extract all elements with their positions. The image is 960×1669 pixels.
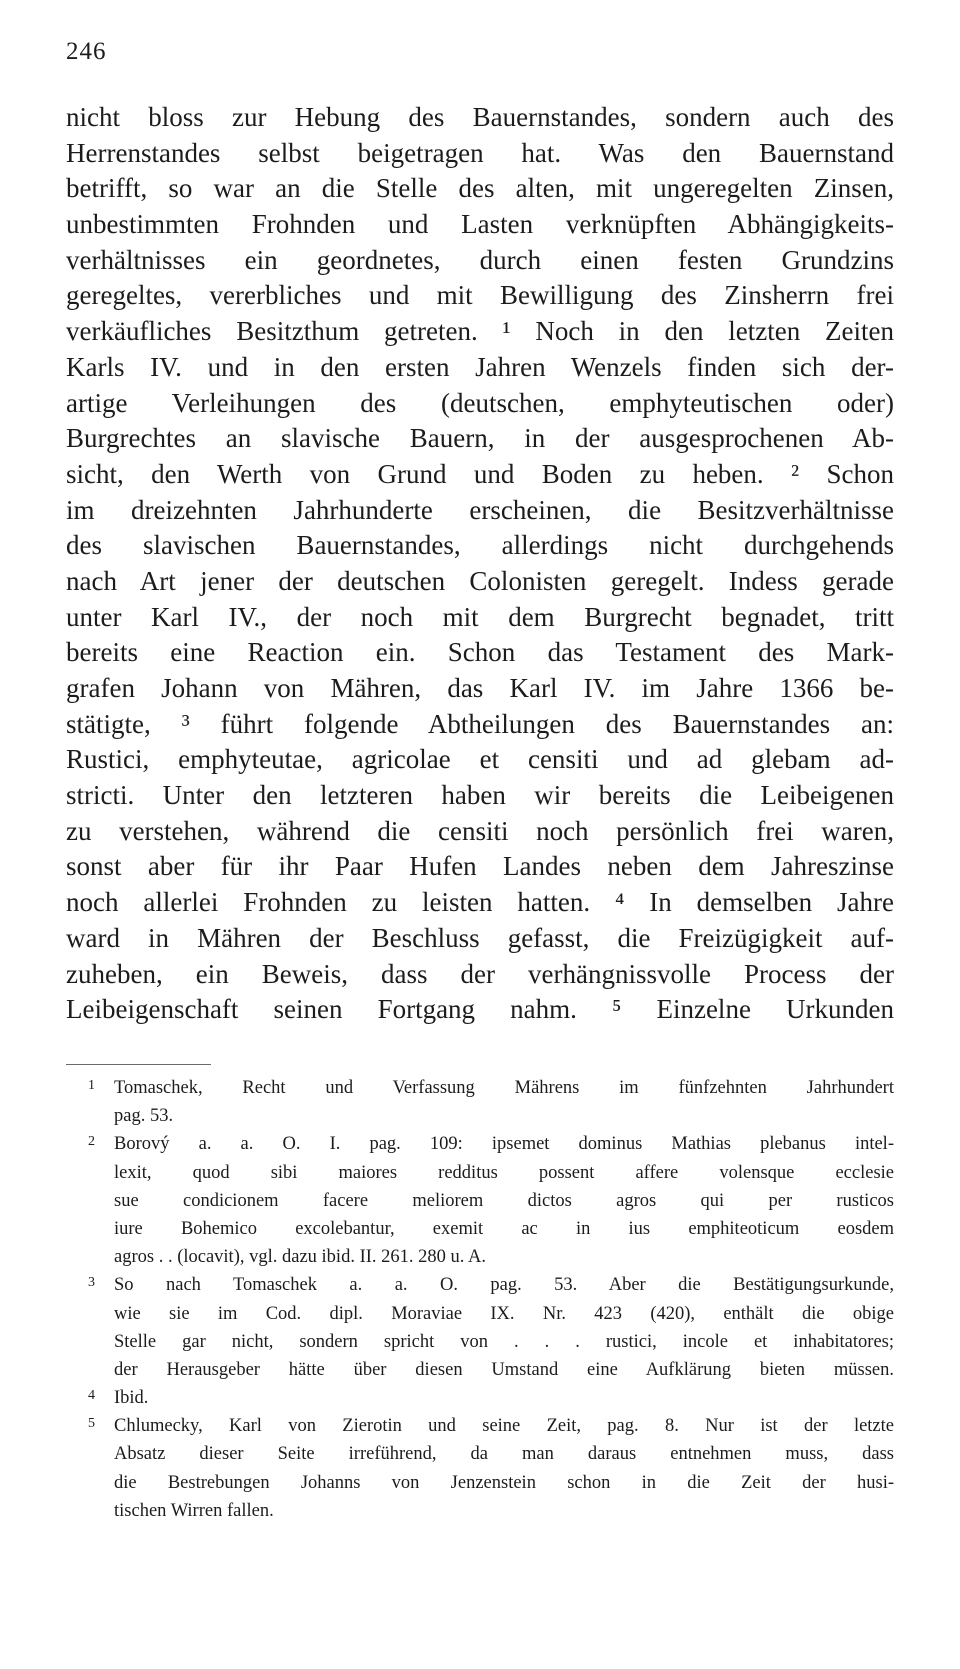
text-line: Herrenstandes selbst beigetragen hat. Was den Bauernstand [66, 137, 894, 168]
footnote-mark: 3 [88, 1275, 95, 1291]
text-line: stätigte, ³ führt folgende Abtheilungen des Bauernstandes an: [66, 708, 894, 739]
text-line: betrifft, so war an die Stelle des alten, mit ungeregelten Zinsen, [66, 173, 894, 204]
footnote-line: Tomaschek, Recht und Verfassung Mährens im fünfzehnten Jahrhundert [114, 1078, 894, 1098]
text-line: sicht, den Werth von Grund und Boden zu heben. ² Schon [66, 458, 894, 489]
footnote-mark: 5 [88, 1416, 95, 1432]
text-line: Leibeigenschaft seinen Fortgang nahm. ⁵ Einzelne Urkunden [66, 994, 894, 1025]
footnote-mark: 1 [88, 1078, 95, 1093]
text-line: geregeltes, vererbliches und mit Bewilligung des Zinsherrn frei [66, 280, 894, 311]
text-line: stricti. Unter den letzteren haben wir bereits die Leibeigenen [66, 780, 894, 811]
text-line: artige Verleihungen des (deutschen, emphyteutischen oder) [66, 387, 894, 418]
text-line: unbestimmten Frohnden und Lasten verknüpften Abhängigkeits- [66, 209, 894, 240]
text-line: bereits eine Reaction ein. Schon das Testament des Mark- [66, 637, 894, 668]
footnote-separator [66, 1064, 211, 1065]
footnote-line: Ibid. [114, 1388, 149, 1409]
footnote-line: Stelle gar nicht, sondern spricht von . . . rustici, incole et inhabitatores; [114, 1331, 894, 1352]
text-line: des slavischen Bauernstandes, allerdings nicht durchgehends [66, 530, 894, 561]
footnote-5 [88, 1412, 894, 1525]
text-line: Rustici, emphyteutae, agricolae et censiti und ad glebam ad- [66, 744, 894, 775]
text-line: Burgrechtes an slavische Bauern, in der ausgesprochenen Ab- [66, 423, 894, 454]
footnote-line: wie sie im Cod. dipl. Moraviae IX. Nr. 423 (420), enthält die obige [114, 1303, 894, 1324]
text-line: unter Karl IV., der noch mit dem Burgrecht begnadet, tritt [66, 601, 894, 632]
text-line: grafen Johann von Mähren, das Karl IV. im Jahre 1366 be- [66, 673, 894, 703]
footnote-3 [88, 1271, 894, 1384]
text-line: im dreizehnten Jahrhunderte erscheinen, die Besitzverhältnisse [66, 494, 894, 525]
footnote-2 [88, 1130, 894, 1271]
footnote-line: So nach Tomaschek a. a. O. pag. 53. Aber die Bestätigungsurkunde, [114, 1275, 894, 1296]
text-line: zu verstehen, während die censiti noch persönlich frei waren, [66, 815, 894, 846]
footnote-mark: 2 [88, 1134, 95, 1150]
text-line: Karls IV. und in den ersten Jahren Wenzels finden sich der- [66, 351, 894, 382]
footnote-line: iure Bohemico excolebantur, exemit ac in ius emphiteoticum eosdem [114, 1218, 894, 1239]
footnote-4 [88, 1384, 894, 1412]
text-line: nach Art jener der deutschen Colonisten geregelt. Indess gerade [66, 565, 894, 596]
main-text [66, 100, 894, 1028]
footnote-line: die Bestrebungen Johanns von Jenzenstein schon in die Zeit der husi- [114, 1472, 894, 1493]
footnote-mark: 4 [88, 1388, 95, 1404]
text-line: sonst aber für ihr Paar Hufen Landes neben dem Jahreszinse [66, 851, 894, 882]
footnote-line: der Herausgeber hätte über diesen Umstand eine Aufklärung bieten müssen. [114, 1359, 894, 1380]
text-line: zuheben, ein Beweis, dass der verhängnissvolle Process der [66, 958, 894, 989]
footnote-line: sue condicionem facere meliorem dictos agros qui per rusticos [114, 1190, 894, 1211]
footnote-line: pag. 53. [114, 1106, 174, 1127]
footnote-line: Chlumecky, Karl von Zierotin und seine Zeit, pag. 8. Nur ist der letzte [114, 1416, 894, 1437]
footnote-line: Absatz dieser Seite irreführend, da man daraus entnehmen muss, dass [114, 1444, 894, 1465]
page-number: 246 [66, 38, 107, 65]
footnote-line: lexit, quod sibi maiores redditus possent affere volensque ecclesie [114, 1162, 894, 1183]
footnote-line: agros . . (locavit), vgl. dazu ibid. II. 261. 280 u. A. [114, 1247, 486, 1268]
footnote-line: tischen Wirren fallen. [114, 1500, 274, 1521]
text-line: ward in Mähren der Beschluss gefasst, die Freizügigkeit auf- [66, 922, 894, 953]
text-line: verhältnisses ein geordnetes, durch einen festen Grundzins [66, 244, 894, 275]
footnote-1 [88, 1074, 894, 1130]
footnotes [88, 1074, 894, 1525]
footnote-line: Borový a. a. O. I. pag. 109: ipsemet dominus Mathias plebanus intel- [114, 1134, 894, 1155]
text-line: verkäufliches Besitzthum getreten. ¹ Noch in den letzten Zeiten [66, 316, 894, 347]
text-line: nicht bloss zur Hebung des Bauernstandes, sondern auch des [66, 102, 894, 132]
text-line: noch allerlei Frohnden zu leisten hatten. ⁴ In demselben Jahre [66, 887, 894, 918]
